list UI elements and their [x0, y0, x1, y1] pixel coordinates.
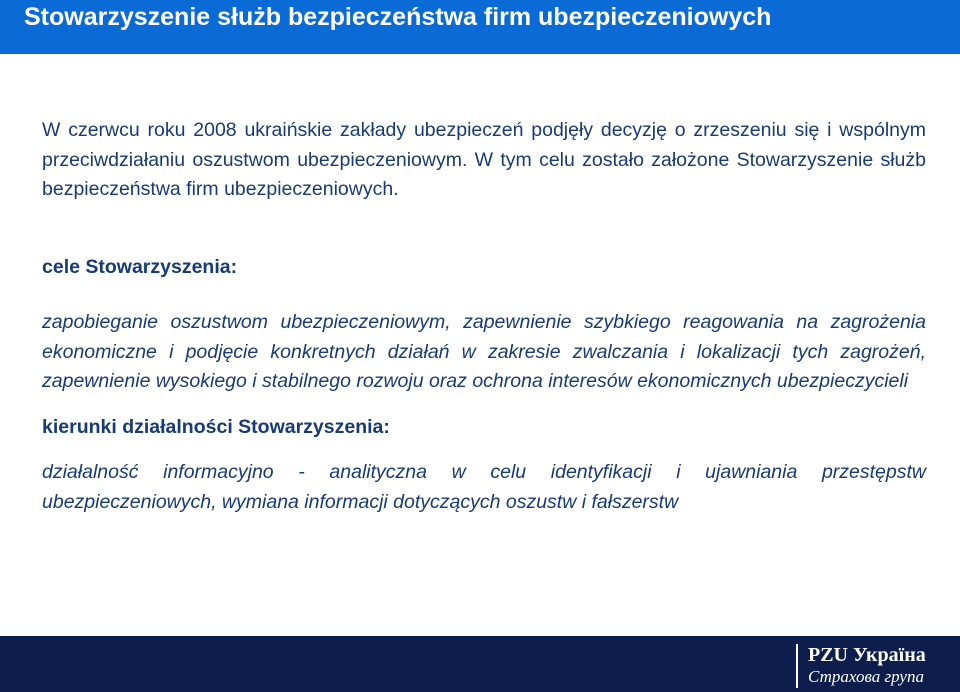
logo-brand-name: PZU Україна [808, 644, 926, 666]
activities-heading: kierunki działalności Stowarzyszenia: [42, 415, 390, 438]
goals-paragraph: zapobieganie oszustwom ubezpieczeniowym, zapewnienie szybkiego reagowania na zagrożenia ekonomiczne i podjęcie konkretnych działań w zakresie zwalczania i lokalizacji tych zagrożeń, zapewnienie wysokiego i stabilnego rozwoju oraz ochrona interesów ekonomicznych ubezpieczycieli [42, 311, 926, 392]
intro-paragraph: W czerwcu roku 2008 ukraińskie zakłady ubezpieczeń podjęły decyzję o zrzeszeniu się i wspólnym przeciwdziałaniu oszustwom ubezpieczeniowym. W tym celu zostało założone Stowarzyszenie służb bezpieczeństwa firm ubezpieczeniowych. [42, 119, 926, 200]
goals-heading: cele Stowarzyszenia: [42, 255, 238, 278]
company-logo [796, 644, 926, 688]
footer-bar [0, 636, 960, 692]
logo-tagline: Страхова група [808, 667, 924, 686]
activities-paragraph: działalność informacyjno - analityczna w celu identyfikacji i ujawniania przestępstw ubezpieczeniowych, wymiana informacji dotyczących oszustw i fałszerstw [42, 461, 926, 513]
title-bar [0, 0, 960, 54]
page-title: Stowarzyszenie służb bezpieczeństwa firm ubezpieczeniowych [24, 3, 772, 31]
content [42, 116, 926, 517]
